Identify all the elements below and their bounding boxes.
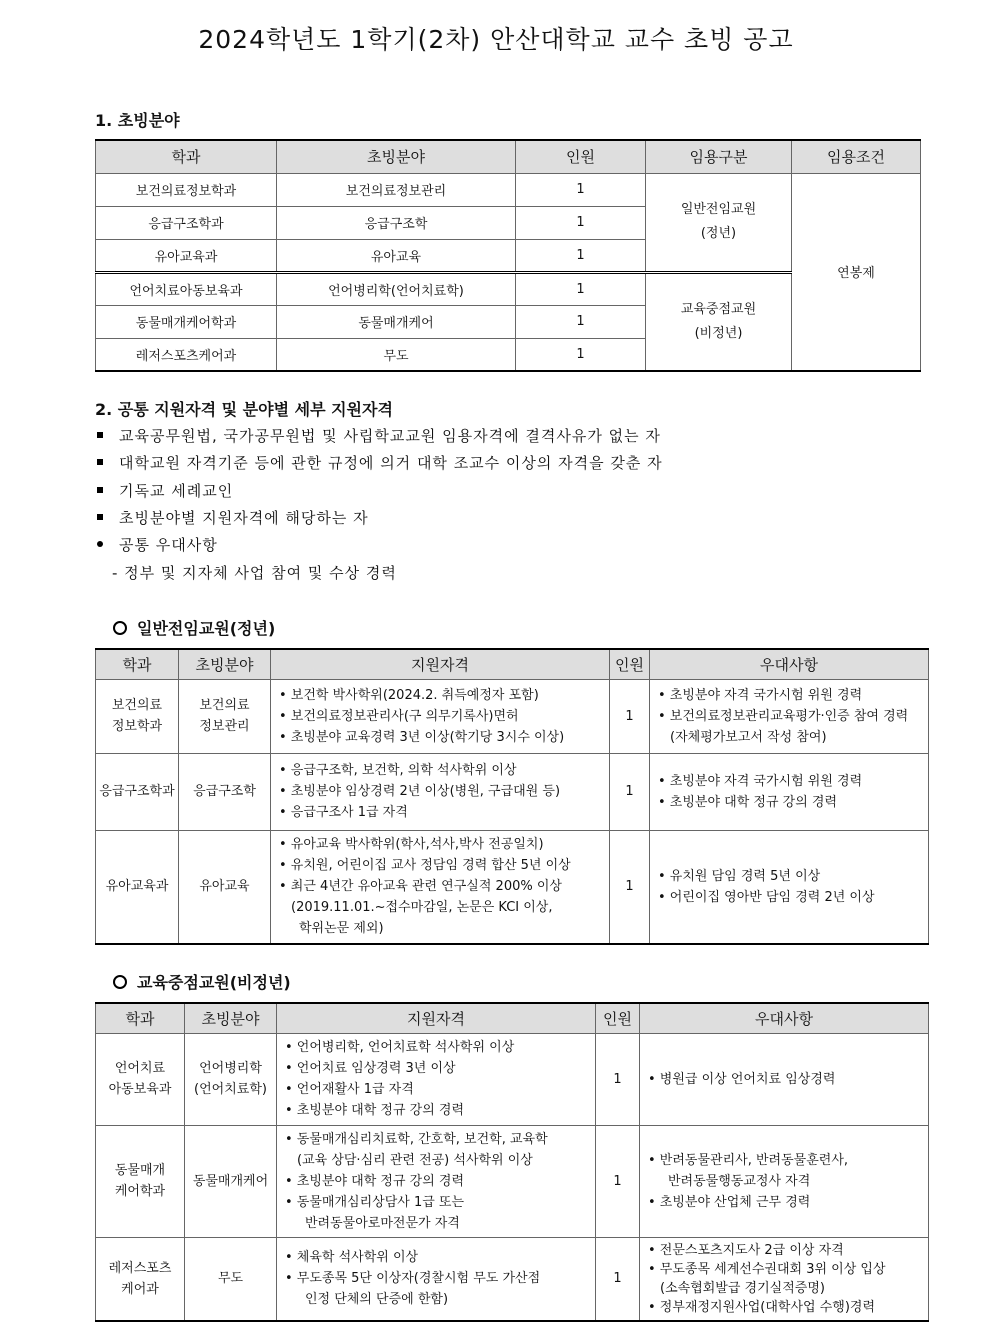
preference-cell: • 반려동물관리사, 반려동물훈련사, 반려동물행동교정사 자격 • 초빙분야 산업체 근무 경력: [640, 1125, 929, 1237]
header-type: 임용구분: [646, 140, 792, 173]
list-item: 교육공무원법, 국가공무원법 및 사립학교교원 임용자격에 결격사유가 없는 자: [95, 425, 661, 446]
preference-cell: • 전문스포츠지도사 2급 이상 자격 • 무도종목 세계선수권대회 3위 이상 입상 (소속협회발급 경기실적증명) • 정부재정지원사업(대학사업 수행)경력: [640, 1237, 929, 1321]
qualification-cell: • 체육학 석사학위 이상 • 무도종목 5단 이상자(경찰시험 무도 가산점 인정 단체의 단증에 한함): [277, 1237, 596, 1321]
table-header-row: [96, 649, 929, 679]
header-dept: 학과: [96, 649, 179, 679]
header-condition: 임용조건: [792, 140, 921, 173]
table-row: [96, 173, 921, 206]
recruitment-table: [95, 139, 921, 372]
header-field: 초빙분야: [179, 649, 271, 679]
dept-cell: 유아교육과: [96, 239, 277, 272]
header-dept: 학과: [96, 140, 277, 173]
preference-cell: • 초빙분야 자격 국가시험 위원 경력 • 초빙분야 대학 정규 강의 경력: [650, 753, 929, 830]
field-cell: 유아교육: [277, 239, 516, 272]
count-cell: 1: [596, 1237, 640, 1321]
count-cell: 1: [516, 206, 646, 239]
table-header-row: [96, 1003, 929, 1033]
dept-cell: 레저스포츠 케어과: [96, 1237, 185, 1321]
circle-bullet-icon: [113, 975, 127, 989]
header-qualification: 지원자격: [277, 1003, 596, 1033]
dept-cell: 응급구조학과: [96, 206, 277, 239]
tenure-heading: 일반전임교원(정년): [113, 616, 275, 639]
field-cell: 무도: [277, 338, 516, 371]
dept-cell: 동물매개케어학과: [96, 305, 277, 338]
nontenure-heading: 교육중점교원(비정년): [113, 970, 291, 993]
header-count: 인원: [596, 1003, 640, 1033]
header-field: 초빙분야: [185, 1003, 277, 1033]
qualification-cell: • 보건학 박사학위(2024.2. 취득예정자 포함) • 보건의료정보관리사(구 의무기록사)면허 • 초빙분야 교육경력 3년 이상(학기당 3시수 이상): [271, 679, 610, 753]
table-row: [96, 830, 929, 944]
nontenure-table: [95, 1002, 929, 1322]
section1-heading: 1. 초빙분야: [95, 111, 180, 130]
table-row: [96, 1125, 929, 1237]
header-preference: 우대사항: [640, 1003, 929, 1033]
type-cell-nontenure: 교육중점교원 (비정년): [646, 272, 792, 371]
dept-cell: 응급구조학과: [96, 753, 179, 830]
square-bullet-icon: [97, 432, 103, 438]
dept-cell: 보건의료 정보학과: [96, 679, 179, 753]
count-cell: 1: [596, 1125, 640, 1237]
square-bullet-icon: [97, 459, 103, 465]
type-cell-tenure: 일반전임교원 (정년): [646, 173, 792, 272]
field-cell: 언어병리학(언어치료학): [277, 272, 516, 305]
dept-cell: 동물매개 케어학과: [96, 1125, 185, 1237]
list-item: 공통 우대사항: [95, 534, 218, 555]
header-dept: 학과: [96, 1003, 185, 1033]
count-cell: 1: [610, 753, 650, 830]
preference-cell: • 초빙분야 자격 국가시험 위원 경력 • 보건의료정보관리교육평가·인증 참여 경력 (자체평가보고서 작성 참여): [650, 679, 929, 753]
square-bullet-icon: [97, 487, 103, 493]
condition-cell: 연봉제: [792, 173, 921, 371]
field-cell: 보건의료정보관리: [277, 173, 516, 206]
count-cell: 1: [516, 305, 646, 338]
dept-cell: 언어치료아동보육과: [96, 272, 277, 305]
header-qualification: 지원자격: [271, 649, 610, 679]
field-cell: 동물매개케어: [277, 305, 516, 338]
dept-cell: 언어치료 아동보육과: [96, 1033, 185, 1125]
count-cell: 1: [516, 173, 646, 206]
table-row: [96, 679, 929, 753]
header-field: 초빙분야: [277, 140, 516, 173]
field-cell: 동물매개케어: [185, 1125, 277, 1237]
page-title: 2024학년도 1학기(2차) 안산대학교 교수 초빙 공고: [198, 25, 794, 54]
header-preference: 우대사항: [650, 649, 929, 679]
dept-cell: 보건의료정보학과: [96, 173, 277, 206]
tenure-table: [95, 648, 929, 945]
count-cell: 1: [596, 1033, 640, 1125]
header-count: 인원: [516, 140, 646, 173]
qualification-cell: • 응급구조학, 보건학, 의학 석사학위 이상 • 초빙분야 임상경력 2년 이상(병원, 구급대원 등) • 응급구조사 1급 자격: [271, 753, 610, 830]
field-cell: 언어병리학 (언어치료학): [185, 1033, 277, 1125]
qualification-cell: • 동물매개심리치료학, 간호학, 보건학, 교육학 (교육 상담·심리 관련 전공) 석사학위 이상 • 초빙분야 대학 정규 강의 경력 • 동물매개심리상담사 1급 또는 반려동물아로마전문가 자격: [277, 1125, 596, 1237]
list-item: 대학교원 자격기준 등에 관한 규정에 의거 대학 조교수 이상의 자격을 갖춘 자: [95, 452, 663, 473]
dept-cell: 유아교육과: [96, 830, 179, 944]
count-cell: 1: [516, 272, 646, 305]
field-cell: 유아교육: [179, 830, 271, 944]
list-item: 기독교 세례교인: [95, 480, 233, 501]
field-cell: 보건의료 정보관리: [179, 679, 271, 753]
square-bullet-icon: [97, 514, 103, 520]
table-row: [96, 753, 929, 830]
preference-cell: • 유치원 담임 경력 5년 이상 • 어린이집 영아반 담임 경력 2년 이상: [650, 830, 929, 944]
field-cell: 응급구조학: [277, 206, 516, 239]
qualification-cell: • 언어병리학, 언어치료학 석사학위 이상 • 언어치료 임상경력 3년 이상 • 언어재활사 1급 자격 • 초빙분야 대학 정규 강의 경력: [277, 1033, 596, 1125]
table-row: [96, 1033, 929, 1125]
section2-heading: 2. 공통 지원자격 및 분야별 세부 지원자격: [95, 400, 393, 419]
preference-cell: • 병원급 이상 언어치료 임상경력: [640, 1033, 929, 1125]
qualification-cell: • 유아교육 박사학위(학사,석사,박사 전공일치) • 유치원, 어린이집 교사 정담임 경력 합산 5년 이상 • 최근 4년간 유아교육 관련 연구실적 200% 이상 (2019.11.01.~접수마감일, 논문은 KCI 이상, 학위논문 제외): [271, 830, 610, 944]
count-cell: 1: [516, 338, 646, 371]
count-cell: 1: [516, 239, 646, 272]
list-item: 초빙분야별 지원자격에 해당하는 자: [95, 507, 369, 528]
round-bullet-icon: [97, 541, 103, 547]
field-cell: 응급구조학: [179, 753, 271, 830]
sub-list-item: - 정부 및 지자체 사업 참여 및 수상 경력: [112, 564, 397, 582]
header-count: 인원: [610, 649, 650, 679]
field-cell: 무도: [185, 1237, 277, 1321]
table-header-row: [96, 140, 921, 173]
circle-bullet-icon: [113, 621, 127, 635]
count-cell: 1: [610, 830, 650, 944]
table-row: [96, 1237, 929, 1321]
dept-cell: 레저스포츠케어과: [96, 338, 277, 371]
count-cell: 1: [610, 679, 650, 753]
